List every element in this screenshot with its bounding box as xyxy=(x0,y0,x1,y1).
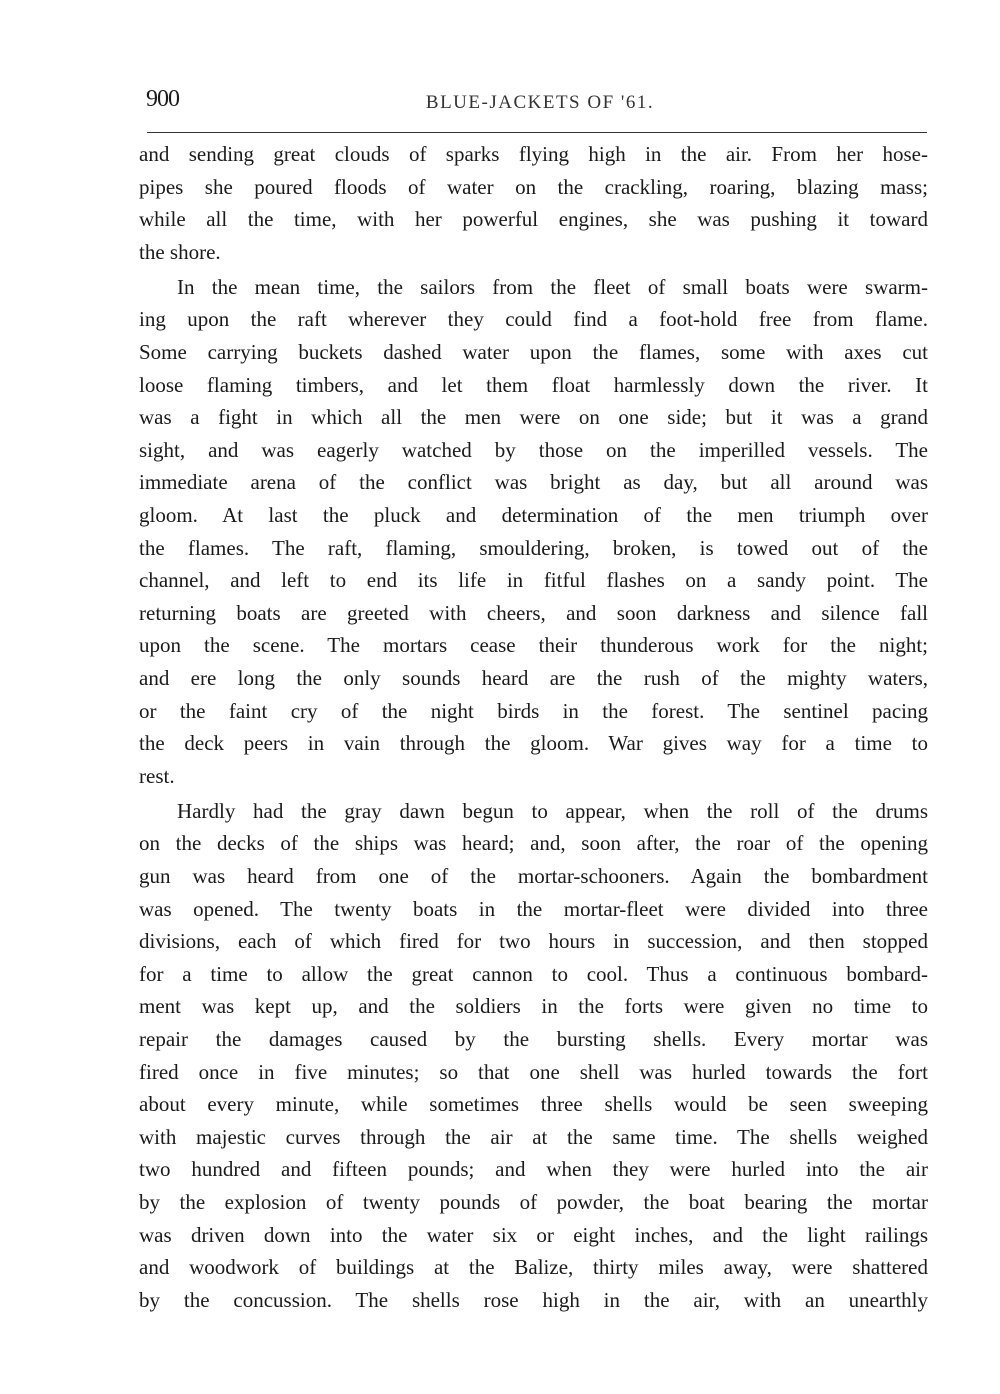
text-line: with majestic curves through the air at the same time. The shells weighed xyxy=(139,1124,928,1149)
text-line: was driven down into the water six or eight inches, and the light railings xyxy=(139,1222,928,1247)
text-line: In the mean time, the sailors from the fleet of small boats were swarm- xyxy=(177,274,928,299)
text-line: fired once in five minutes; so that one shell was hurled towards the fort xyxy=(139,1059,928,1084)
text-line: the deck peers in vain through the gloom. War gives way for a time to xyxy=(139,731,928,756)
text-line: ment was kept up, and the soldiers in the forts were given no time to xyxy=(139,994,928,1019)
text-line: two hundred and fifteen pounds; and when they were hurled into the air xyxy=(139,1157,928,1182)
text-line: and ere long the only sounds heard are the rush of the mighty waters, xyxy=(139,666,928,690)
text-line: upon the scene. The mortars cease their thunderous work for the night; xyxy=(139,633,928,658)
text-line: sight, and was eagerly watched by those on the imperilled vessels. The xyxy=(139,437,928,462)
text-line: divisions, each of which fired for two hours in succession, and then stopped xyxy=(139,929,928,954)
text-line: ing upon the raft wherever they could find a foot-hold free from flame. xyxy=(139,307,928,332)
text-line: on the decks of the ships was heard; and, soon after, the roar of the opening xyxy=(139,831,928,856)
paragraph xyxy=(139,138,928,268)
text-line: or the faint cry of the night birds in the forest. The sentinel pacing xyxy=(139,698,928,723)
text-line: by the concussion. The shells rose high in the air, with an unearthly xyxy=(139,1287,928,1312)
page-number: 900 xyxy=(146,86,179,112)
text-line: pipes she poured floods of water on the crackling, roaring, blazing mass; xyxy=(139,174,928,199)
text-line: gun was heard from one of the mortar-schooners. Again the bombardment xyxy=(139,864,928,889)
running-title: BLUE-JACKETS OF '61. xyxy=(425,92,655,113)
header-rule xyxy=(147,132,927,133)
text-line: and sending great clouds of sparks flying high in the air. From her hose- xyxy=(139,142,928,166)
text-line: was opened. The twenty boats in the mortar-fleet were divided into three xyxy=(139,896,928,921)
text-line: Some carrying buckets dashed water upon the flames, some with axes cut xyxy=(139,340,928,365)
text-line: and woodwork of buildings at the Balize, thirty miles away, were shattered xyxy=(139,1255,928,1280)
text-line: repair the damages caused by the bursting shells. Every mortar was xyxy=(139,1027,928,1052)
body-text xyxy=(139,138,928,1319)
text-line: Hardly had the gray dawn begun to appear, when the roll of the drums xyxy=(177,798,928,823)
text-line: rest. xyxy=(139,763,175,788)
text-line: loose flaming timbers, and let them float harmlessly down the river. It xyxy=(139,372,928,397)
text-line: by the explosion of twenty pounds of powder, the boat bearing the mortar xyxy=(139,1190,928,1214)
paragraph xyxy=(139,271,928,793)
text-line: channel, and left to end its life in fitful flashes on a sandy point. The xyxy=(139,568,928,593)
text-line: the shore. xyxy=(139,239,221,264)
paragraph xyxy=(139,795,928,1317)
text-line: the flames. The raft, flaming, smouldering, broken, is towed out of the xyxy=(139,535,928,560)
text-line: for a time to allow the great cannon to cool. Thus a continuous bombard- xyxy=(139,961,928,986)
text-line: gloom. At last the pluck and determination of the men triumph over xyxy=(139,503,928,528)
text-line: was a fight in which all the men were on one side; but it was a grand xyxy=(139,405,928,430)
text-line: while all the time, with her powerful engines, she was pushing it toward xyxy=(139,207,928,232)
text-line: immediate arena of the conflict was bright as day, but all around was xyxy=(139,470,928,495)
text-line: about every minute, while sometimes three shells would be seen sweeping xyxy=(139,1092,928,1117)
text-line: returning boats are greeted with cheers, and soon darkness and silence fall xyxy=(139,600,928,625)
